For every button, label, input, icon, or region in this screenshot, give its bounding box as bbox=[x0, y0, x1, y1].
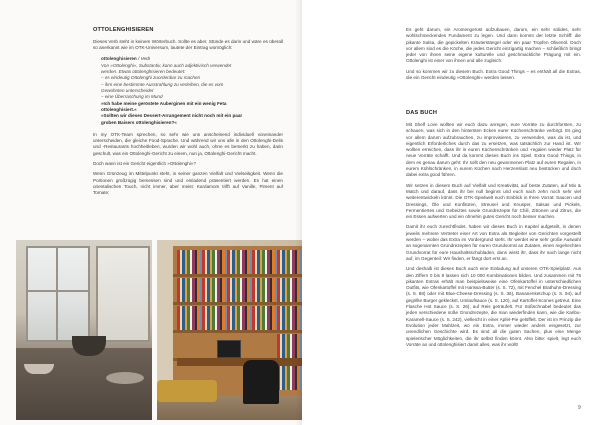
definition-pos: / Verb bbox=[138, 55, 151, 61]
plate bbox=[106, 372, 144, 384]
definition-line: – es eindeutig Ottolenghi zuordenbar zu machen bbox=[101, 75, 201, 81]
definition-example: groben Baisers ottolenghisieren?« bbox=[101, 119, 177, 125]
window-pane bbox=[96, 246, 150, 342]
intro-paragraph: Dieses Verb steht in keinem Wörterbuch. Sollte es aber. Stünde es darin und wäre es überall so anerkannt wie im OTK-Universum, lautete der Eintrag womöglich: bbox=[93, 39, 283, 51]
definition-line: Gewohnten unterscheidet bbox=[101, 88, 154, 94]
section-heading-das-buch: DAS BUCH bbox=[406, 110, 438, 116]
body-paragraph: In my OTK-Team sprechen, so sehr wie uns anscheinend individuell voneinander unterscheiden, die gleiche Food-Sprache. Und während wir uns alle in den Ottolenghi-Delis und -Restaurants hochheitleben, wurden wir wohl auch, ohne es bemerkt zu haben, darin geschult, was ein Ottolenghi-Gericht zu einem, nun ja, Ottolenghi-Gericht macht. bbox=[93, 131, 283, 156]
kitchen-window-photo bbox=[16, 240, 152, 420]
body-paragraph: Doch wann ist ein Gericht eigentlich »Ottolenghi«? bbox=[93, 161, 196, 167]
sofa bbox=[157, 380, 217, 402]
definition-line: Von »Ottolenghi«, Substantiv, kann auch adjektivisch verwendet bbox=[101, 62, 232, 68]
right-text-column bbox=[406, 110, 581, 352]
monitor bbox=[217, 340, 241, 358]
definition-example: »Sollten wir dieses Dessert-Arrangement nicht noch mit ein paar bbox=[101, 113, 243, 119]
definition-line: – ihm eine bestimmte Ausstrahlung zu verleihen, die es vom bbox=[101, 81, 224, 87]
definition-example: ottolenghisiert.« bbox=[101, 106, 137, 112]
body-paragraph: Wir setzen in diesem Buch auf Vielfalt und Kreativität, auf beste Zutaten, auf Mix & Match und darauf, dass ihr bei null beginnt und euch nach zehn noch sehr viel weiterentwickeln könnt. Die OTK-Spielwelt euch Einblick in Ihren Vorrat: Saucen und Dressings, Öle und Konfitüren, Streusel und Knusper, Salsas und Pickels, Fermentiertes und Gebeiztes sowie Grundrezepte für Chili, Zitronen und Zitrus, die ein Essen aufwerten und ein ohnehin gutes Gericht noch besser machen. bbox=[406, 182, 581, 220]
window-frame bbox=[56, 246, 58, 340]
window-pane bbox=[26, 246, 90, 342]
definition-example: »Ich habe meine geröstete Auberginen mit ein wenig Feta bbox=[101, 100, 227, 106]
right-text-column-top bbox=[406, 27, 581, 85]
body-paragraph: Mit Shelf Love wollten wir euch dazu anregen, eure Vorräte zu durchforsten, zu schauen, was sich in den hintersten Ecken eurer Küchenschränke verbirgt. Es ging vor allem darum aufzubrauchen, zu improvisieren, zu verwenden, was da ist, und eigentlich Erforderliches durch das zu ersetzen, was tatsächlich zur Hand ist. Wir wollten erreichen, dass ihr in euren Küchenschränken und -regalen wieder Platz für neue Vorräte schafft. Und da kommt dieses Buch ins Spiel. Extra Good Things, in dem es genau darum geht: Ihr sollt den neu gewonnenen Platz auf euren Regalen, in eurem Kühlschränken, in eurem Küchen nach Herzenslust neu bestücken und doch dabei extra good führen. bbox=[406, 122, 581, 178]
definition-line: werden. Etwas ottolenghisieren bedeutet: bbox=[101, 69, 186, 75]
section-heading-ottolenghisieren: OTTOLENGHISIEREN bbox=[93, 27, 154, 33]
definition-line: – eine Überraschung im Mund bbox=[101, 94, 163, 100]
body-paragraph: Und deshalb ist dieses Buch auch eine Einladung auf unseren OTK-Spielplatz. Aus den Ziffern 0 bis 9 lassen sich 10 000 Kombinationen bilden. Und zusammen mit 75 pikanten Extras erhält man beispielsweise eine Ofenkartoffel in unterschiedlichen Outfits, wie Ofenkartoffel mit Harissa-Butter (s. S. 72), mit Fenchel Brathuhn-Dressing (s. S. 88) oder mit Blue-Cheese-Dressing (s. S. 36), Bananenketchup (s. S. 94), auf gegrillte Burger gekleckst, Umlaufsauce (s. S. 120), auf Kartoffel-Scones getreut. Eine Flasche Hot Sauce (s. S. 26), auf Reis geträufelt. Für Süßschnabel bedeutet das jeden verschiedene süße Grundrezepte, die man wiederfinden kann, wie die Karibu-Karamell-Sauce (s. S. 242), vielleicht in einer Apfel-Pie gelöffelt. Der ist im Prinzip die Evolution jeder Mahlzeit, wo ein Extra, immer wieder anders eingesetzt, zur unendlichen Geschichte wird. Es sind all die guten Sachen, plus eine Menge spielerischer Möglichkeiten, die ihr selbst finden könnt. Also bitte: spielt, legt euch Vorräte an und ottolenghisiert damit alles, was ihr wollt! bbox=[406, 266, 581, 347]
window-frame bbox=[26, 290, 88, 292]
definition-box bbox=[101, 56, 279, 126]
definition-term-line bbox=[101, 56, 279, 62]
page-number: 9 bbox=[578, 405, 581, 411]
body-paragraph: Damit ihr euch zurechtfindet, haben wir dieses Buch in Kapitel aufgeteilt, in denen jeweils mehrere Vertreter einer Art von Extra als Begleiter von Gerichten vorgestellt werden – wobei das Extra im Vordergrund steht. Ihr werdet eine sehr große Auswahl an sogenannten Grundrezepten für euren Grundvorrat an Zutaten, einen regelrechten Grundvorrat für eure Haushaltsschubladen, dann wisst ihr, dass ihr nach lange nicht auf, im Gegenteil: Wir finden, er fängt dort erst an. bbox=[406, 224, 581, 261]
body-paragraph: Wenn Grünzeug im Mittelpunkt steht, in seiner ganzen Vielfalt und Vielseitigkeit. Wenn die Portionen großzügig bemessen sind und einladend präsentiert werden. Es hat einen orientalischen Touch, nicht immer, aber meist: Kardamom trifft auf Vanille, Piment auf Tomate; bbox=[93, 171, 283, 196]
definition-term: ottolenghisieren bbox=[101, 55, 137, 61]
body-paragraph: Es geht darum, ein Aromengerüst aufzubauen, darum, ein sehr solides, sehr wohlschmeckendes Fundament zu legen. Und dann kommt der letzte Schliff: die pikante Salsa, die gepickelten Kräuterstängel oder ein paar Tropfen Olivenöl. Doch vor allem sind es die Köche, die jedes Gericht einzigartig machen – schließlich bringt jeder von ihnen seine eigene kulturelle und geschmackliche Prägung mit ein. Ottolenghi ist einer von ihnen und alle zugleich. bbox=[406, 27, 581, 64]
left-text-column bbox=[93, 27, 283, 201]
table-surface bbox=[16, 348, 152, 420]
body-paragraph: Und so kommen wir zu diesem Buch. Extra Good Things – es enthält all die Extras, die ein Gericht eindeutig »Ottolenghi« werden lassen. bbox=[406, 68, 581, 81]
office-chair bbox=[243, 360, 279, 404]
